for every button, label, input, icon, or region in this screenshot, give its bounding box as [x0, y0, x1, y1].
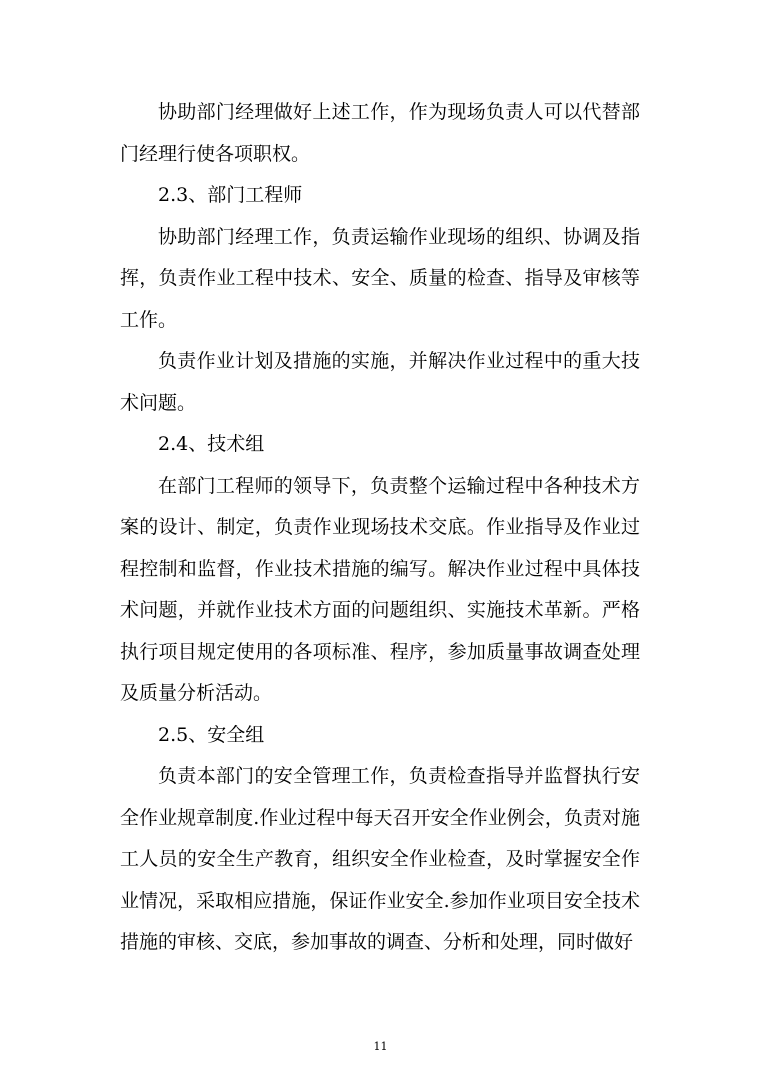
section-heading-2-4: 2.4、技术组	[158, 433, 265, 455]
section-heading-2-5: 2.5、安全组	[158, 723, 265, 746]
paragraph-engineer-duties: 协助部门经理工作，负责运输作业现场的组织、协调及指挥，负责作业工程中技术、安全、质量的检查、指导及审核等工作。	[120, 225, 640, 331]
paragraph-duty-assist-manager: 协助部门经理做好上述工作，作为现场负责人可以代替部门经理行使各项职权。	[120, 101, 640, 165]
document-body	[120, 92, 640, 964]
page-number: 11	[373, 1040, 388, 1053]
paragraph-technical-group: 在部门工程师的领导下，负责整个运输过程中各种技术方案的设计、制定，负责作业现场技术交底。作业指导及作业过程控制和监督，作业技术措施的编写。解决作业过程中具体技术问题，并就作业技术方面的问题组织、实施技术革新。严格执行项目规定使用的各项标准、程序，参加质量事故调查处理及质量分析活动。	[120, 474, 640, 704]
paragraph-safety-group: 负责本部门的安全管理工作，负责检查指导并监督执行安全作业规章制度.作业过程中每天召开安全作业例会，负责对施工人员的安全生产教育，组织安全作业检查，及时掌握安全作业情况，采取相应措施，保证作业安全.参加作业项目安全技术措施的审核、交底，参加事故的调查、分析和处理，同时做好	[120, 765, 640, 953]
paragraph-engineer-plan: 负责作业计划及措施的实施，并解决作业过程中的重大技术问题。	[120, 350, 640, 414]
section-heading-2-3: 2.3、部门工程师	[158, 184, 303, 206]
